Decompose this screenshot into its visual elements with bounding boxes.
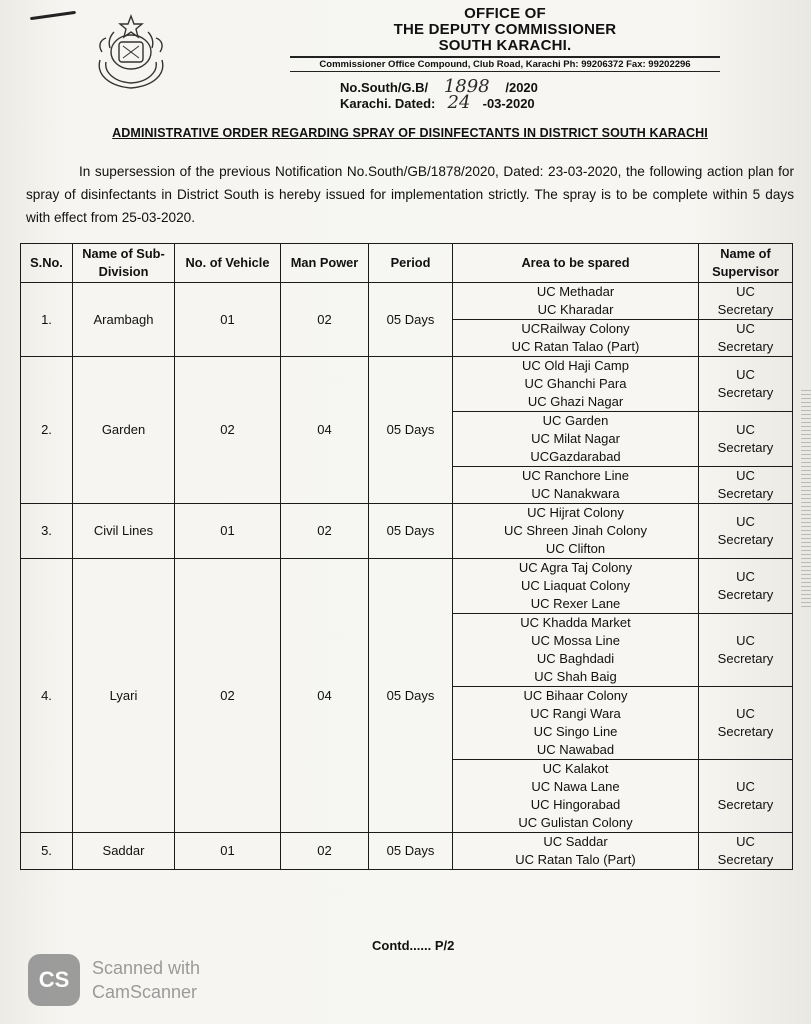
area-name: UC Bihaar Colony (523, 688, 628, 703)
area-name: UC Rexer Lane (530, 596, 621, 611)
cell-vehicles: 02 (175, 357, 281, 504)
cell-manpower: 04 (281, 357, 369, 504)
supervisor-name: UC (736, 779, 755, 794)
area-name: UC Ranchore Line (522, 468, 629, 483)
area-name: UC Shah Baig (534, 669, 617, 684)
area-name: UC Methadar (536, 284, 615, 299)
supervisor-name: Secretary (717, 532, 774, 547)
cell-period: 05 Days (369, 559, 453, 833)
cell-area (453, 467, 699, 504)
table-row (21, 357, 793, 412)
supervisor-name: Secretary (717, 385, 774, 400)
area-name: UC Gulistan Colony (518, 815, 633, 830)
supervisor-name: UC (736, 569, 755, 584)
cell-supervisor (699, 412, 793, 467)
supervisor-name: UC (736, 367, 755, 382)
area-name: UC Agra Taj Colony (518, 560, 633, 575)
supervisor-name: Secretary (717, 440, 774, 455)
cell-sno: 2. (21, 357, 73, 504)
supervisor-name: Secretary (717, 724, 774, 739)
supervisor-name: Secretary (717, 797, 774, 812)
supervisor-name: UC (736, 284, 755, 299)
header-office-of: OFFICE OF (464, 5, 546, 22)
supervisor-name: UC (736, 514, 755, 529)
cell-area (453, 504, 699, 559)
continued-note: Contd...... P/2 (372, 938, 455, 953)
header-south-karachi: SOUTH KARACHI. (438, 37, 572, 54)
cell-period: 05 Days (369, 283, 453, 357)
supervisor-name: Secretary (717, 486, 774, 501)
cell-subdivision: Civil Lines (73, 504, 175, 559)
ref-suffix: /2020 (505, 80, 538, 95)
supervisor-name: UC (736, 422, 755, 437)
area-name: UC Hingorabad (530, 797, 621, 812)
camscanner-watermark (92, 956, 200, 1004)
supervisor-name: Secretary (717, 587, 774, 602)
table-row (21, 504, 793, 559)
camscanner-logo-icon: CS (28, 954, 80, 1006)
cell-sno: 1. (21, 283, 73, 357)
cell-sno: 5. (21, 833, 73, 870)
table-row (21, 833, 793, 870)
cell-supervisor (699, 833, 793, 870)
header-sno: S.No. (21, 244, 73, 283)
area-name: UC Old Haji Camp (522, 358, 629, 373)
area-name: UC Ghanchi Para (524, 376, 627, 391)
supervisor-name: UC (736, 633, 755, 648)
area-name: UC Ratan Talao (Part) (511, 339, 640, 354)
order-title: ADMINISTRATIVE ORDER REGARDING SPRAY OF DISINFECTANTS IN DISTRICT SOUTH KARACHI (112, 126, 708, 140)
cell-supervisor (699, 687, 793, 760)
header-vehicles: No. of Vehicle (175, 244, 281, 283)
cell-supervisor (699, 467, 793, 504)
area-name: UC Clifton (545, 541, 606, 556)
pen-mark (30, 11, 76, 20)
cell-supervisor (699, 504, 793, 559)
cell-vehicles: 01 (175, 504, 281, 559)
cell-manpower: 02 (281, 283, 369, 357)
supervisor-name: UC (736, 321, 755, 336)
header-supervisor: Name of Supervisor (699, 244, 793, 283)
area-name: UC Mossa Line (531, 633, 620, 648)
area-name: UC Ratan Talo (Part) (515, 852, 636, 867)
watermark-line1: Scanned with (92, 958, 201, 978)
area-name: UC Singo Line (533, 724, 618, 739)
area-name: UCRailway Colony (521, 321, 630, 336)
cell-vehicles: 01 (175, 833, 281, 870)
area-name: UC Nawa Lane (531, 779, 620, 794)
cell-area (453, 412, 699, 467)
area-name: UC Ghazi Nagar (527, 394, 624, 409)
area-name: UC Baghdadi (536, 651, 615, 666)
cell-supervisor (699, 357, 793, 412)
page-edge-shadow (801, 390, 811, 610)
area-name: UC Saddar (543, 834, 608, 849)
cell-period: 05 Days (369, 504, 453, 559)
area-name: UC Kalakot (542, 761, 609, 776)
supervisor-name: UC (736, 706, 755, 721)
header-divider-top (290, 56, 720, 58)
area-name: UC Hijrat Colony (527, 505, 624, 520)
supervisor-name: Secretary (717, 302, 774, 317)
cell-area (453, 833, 699, 870)
area-name: UC Liaquat Colony (520, 578, 631, 593)
cell-supervisor (699, 614, 793, 687)
cell-vehicles: 01 (175, 283, 281, 357)
cell-vehicles: 02 (175, 559, 281, 833)
cell-area (453, 357, 699, 412)
area-name: UC Rangi Wara (530, 706, 621, 721)
cell-supervisor (699, 559, 793, 614)
table-row (21, 283, 793, 320)
date-suffix: -03-2020 (482, 96, 535, 111)
order-paragraph: In supersession of the previous Notification No.South/GB/1878/2020, Dated: 23-03-2020, the following action plan for spray of disinfectants in District South is hereby issued for implementation strictly. The spray is to be complete within 5 days with effect from 25-03-2020. (26, 164, 794, 225)
cell-manpower: 04 (281, 559, 369, 833)
date-day-handwritten: 24 (447, 92, 471, 113)
cell-period: 05 Days (369, 833, 453, 870)
area-name: UC Shreen Jinah Colony (503, 523, 648, 538)
header-divider-bottom (290, 71, 720, 72)
cell-area (453, 687, 699, 760)
supervisor-name: Secretary (717, 339, 774, 354)
supervisor-name: UC (736, 468, 755, 483)
date-prefix: Karachi. Dated: (340, 96, 436, 111)
office-header (290, 6, 720, 54)
cell-subdivision: Saddar (73, 833, 175, 870)
cell-sno: 4. (21, 559, 73, 833)
area-name: UC Nawabad (536, 742, 615, 757)
cell-area (453, 283, 699, 320)
cell-manpower: 02 (281, 504, 369, 559)
cell-subdivision: Garden (73, 357, 175, 504)
watermark-line2: CamScanner (92, 982, 198, 1002)
header-period: Period (369, 244, 453, 283)
cell-supervisor (699, 760, 793, 833)
ref-prefix: No.South/G.B/ (340, 80, 429, 95)
header-area: Area to be spared (453, 244, 699, 283)
ref-number-handwritten: 1898 (443, 76, 490, 97)
area-name: UC Khadda Market (520, 615, 631, 630)
cell-area (453, 614, 699, 687)
area-name: UC Garden (542, 413, 609, 428)
cell-area (453, 320, 699, 357)
cell-supervisor (699, 320, 793, 357)
header-manpower: Man Power (281, 244, 369, 283)
supervisor-name: UC (736, 834, 755, 849)
header-deputy-commissioner: THE DEPUTY COMMISSIONER (393, 21, 617, 38)
supervisor-name: Secretary (717, 852, 774, 867)
cell-supervisor (699, 283, 793, 320)
area-name: UCGazdarabad (530, 449, 621, 464)
area-name: UC Nanakwara (531, 486, 620, 501)
cell-subdivision: Lyari (73, 559, 175, 833)
header-subdivision: Name of Sub-Division (73, 244, 175, 283)
cell-manpower: 02 (281, 833, 369, 870)
table-row (21, 559, 793, 614)
cell-area (453, 760, 699, 833)
table-header-row (21, 244, 793, 283)
cell-subdivision: Arambagh (73, 283, 175, 357)
cell-period: 05 Days (369, 357, 453, 504)
area-name: UC Kharadar (537, 302, 614, 317)
order-date (340, 92, 535, 113)
header-address: Commissioner Office Compound, Club Road, Karachi Ph: 99206372 Fax: 99202296 (319, 59, 691, 70)
cell-sno: 3. (21, 504, 73, 559)
area-name: UC Milat Nagar (531, 431, 620, 446)
supervisor-name: Secretary (717, 651, 774, 666)
spray-plan-table (20, 243, 793, 870)
cell-area (453, 559, 699, 614)
government-seal-icon (86, 12, 176, 94)
